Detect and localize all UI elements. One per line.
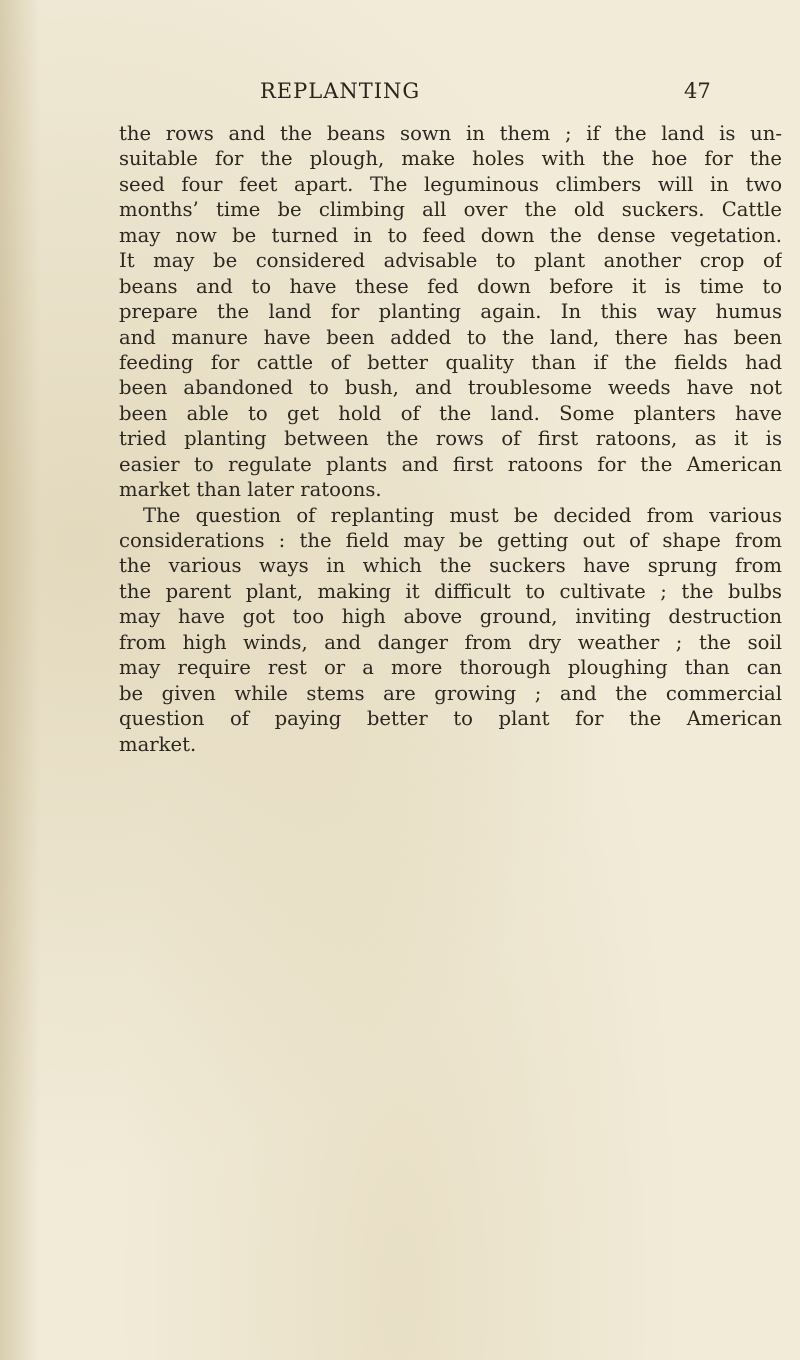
text-line: prepare the land for planting again. In this way humus	[119, 300, 782, 324]
text-line: may now be turned in to feed down the dense vegetation.	[119, 223, 782, 247]
text-line: suitable for the plough, make holes with the hoe for the	[119, 147, 782, 171]
text-line: may require rest or a more thorough ploughing than can	[119, 656, 782, 680]
text-line: be given while stems are growing ; and the commercial	[119, 681, 782, 705]
text-line: feeding for cattle of better quality than if the fields had	[119, 350, 782, 374]
text-line: beans and to have these fed down before it is time to	[119, 274, 782, 298]
body-text	[119, 121, 782, 757]
text-line: It may be considered advisable to plant another crop of	[119, 249, 782, 273]
text-line: months’ time be climbing all over the old suckers. Cattle	[119, 198, 782, 222]
text-line: seed four feet apart. The leguminous climbers will in two	[119, 172, 782, 196]
text-line: may have got too high above ground, inviting destruction	[119, 605, 782, 629]
paragraph-start-line: The question of replanting must be decided from various	[143, 503, 782, 527]
text-line: from high winds, and danger from dry weather ; the soil	[119, 630, 782, 654]
text-line: market.	[119, 732, 197, 756]
text-line: tried planting between the rows of first ratoons, as it is	[119, 427, 782, 451]
text-line: easier to regulate plants and first ratoons for the American	[119, 452, 782, 476]
text-line: considerations : the field may be getting out of shape from	[119, 529, 782, 552]
binding-shadow	[0, 0, 40, 1360]
page-number: 47	[684, 79, 711, 103]
text-line: question of paying better to plant for the American	[119, 707, 782, 731]
text-line: and manure have been added to the land, there has been	[119, 325, 782, 349]
text-line: market than later ratoons.	[119, 478, 382, 502]
text-line: been able to get hold of the land. Some planters have	[119, 401, 782, 425]
text-line: the various ways in which the suckers have sprung from	[119, 554, 782, 578]
text-line: been abandoned to bush, and troublesome weeds have not	[119, 376, 782, 400]
text-line: the parent plant, making it difficult to cultivate ; the bulbs	[119, 579, 782, 603]
page-header	[120, 76, 780, 106]
text-line: the rows and the beans sown in them ; if the land is un-	[119, 122, 782, 145]
running-title: REPLANTING	[260, 79, 421, 103]
